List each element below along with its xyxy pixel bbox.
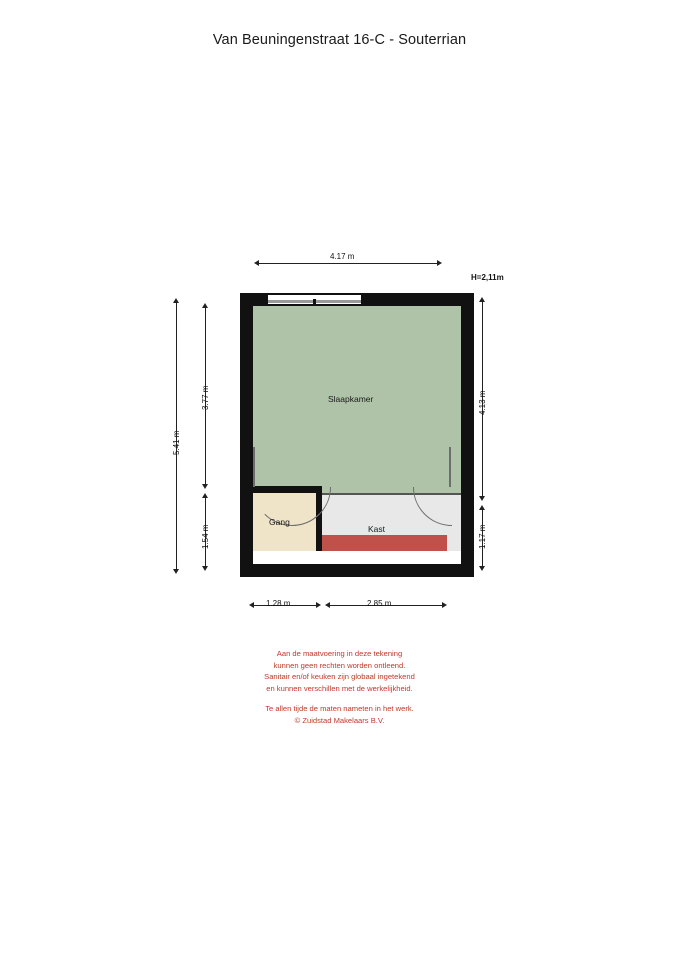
- kast-accent-block: [322, 535, 447, 551]
- room-label-gang: Gang: [269, 517, 290, 527]
- dimension-left-outer-label: 5.41 m: [172, 430, 181, 455]
- page-title: Van Beuningenstraat 16-C - Souterrian: [212, 32, 467, 48]
- ceiling-height-note: H=2,11m: [471, 273, 504, 282]
- room-label-kast: Kast: [368, 524, 386, 534]
- dimension-bottom-left-label: 1.28 m: [266, 599, 291, 608]
- dimension-right-upper-label: 4.13 m: [478, 390, 487, 415]
- dimension-top-width-label: 4.17 m: [330, 252, 355, 261]
- disclaimer-line-4: en kunnen verschillen met de werkelijkheid.: [266, 683, 413, 693]
- dimension-left-lower-label: 1.54 m: [201, 524, 210, 549]
- window-top: [268, 293, 361, 306]
- disclaimer-line-2: kunnen geen rechten worden ontleend.: [273, 660, 406, 670]
- window-mullion: [313, 299, 316, 304]
- disclaimer-line-3: Sanitair en/of keuken zijn globaal ingetekend: [264, 672, 415, 682]
- disclaimer-line-1: Aan de maatvoering in deze tekening: [276, 649, 403, 658]
- disclaimer-line-5: Te allen tijde de maten nameten in het werk.: [265, 704, 414, 714]
- dimension-bottom-right-label: 2.85 m: [367, 599, 392, 608]
- room-label-slaapkamer: Slaapkamer: [328, 394, 374, 404]
- disclaimer-copyright: © Zuidstad Makelaars B.V.: [294, 715, 385, 725]
- disclaimer: [0, 648, 679, 727]
- floor-plan: [240, 293, 474, 577]
- dimension-left-upper-label: 3.77 m: [201, 385, 210, 410]
- dimension-right-lower-label: 1.17 m: [478, 524, 487, 549]
